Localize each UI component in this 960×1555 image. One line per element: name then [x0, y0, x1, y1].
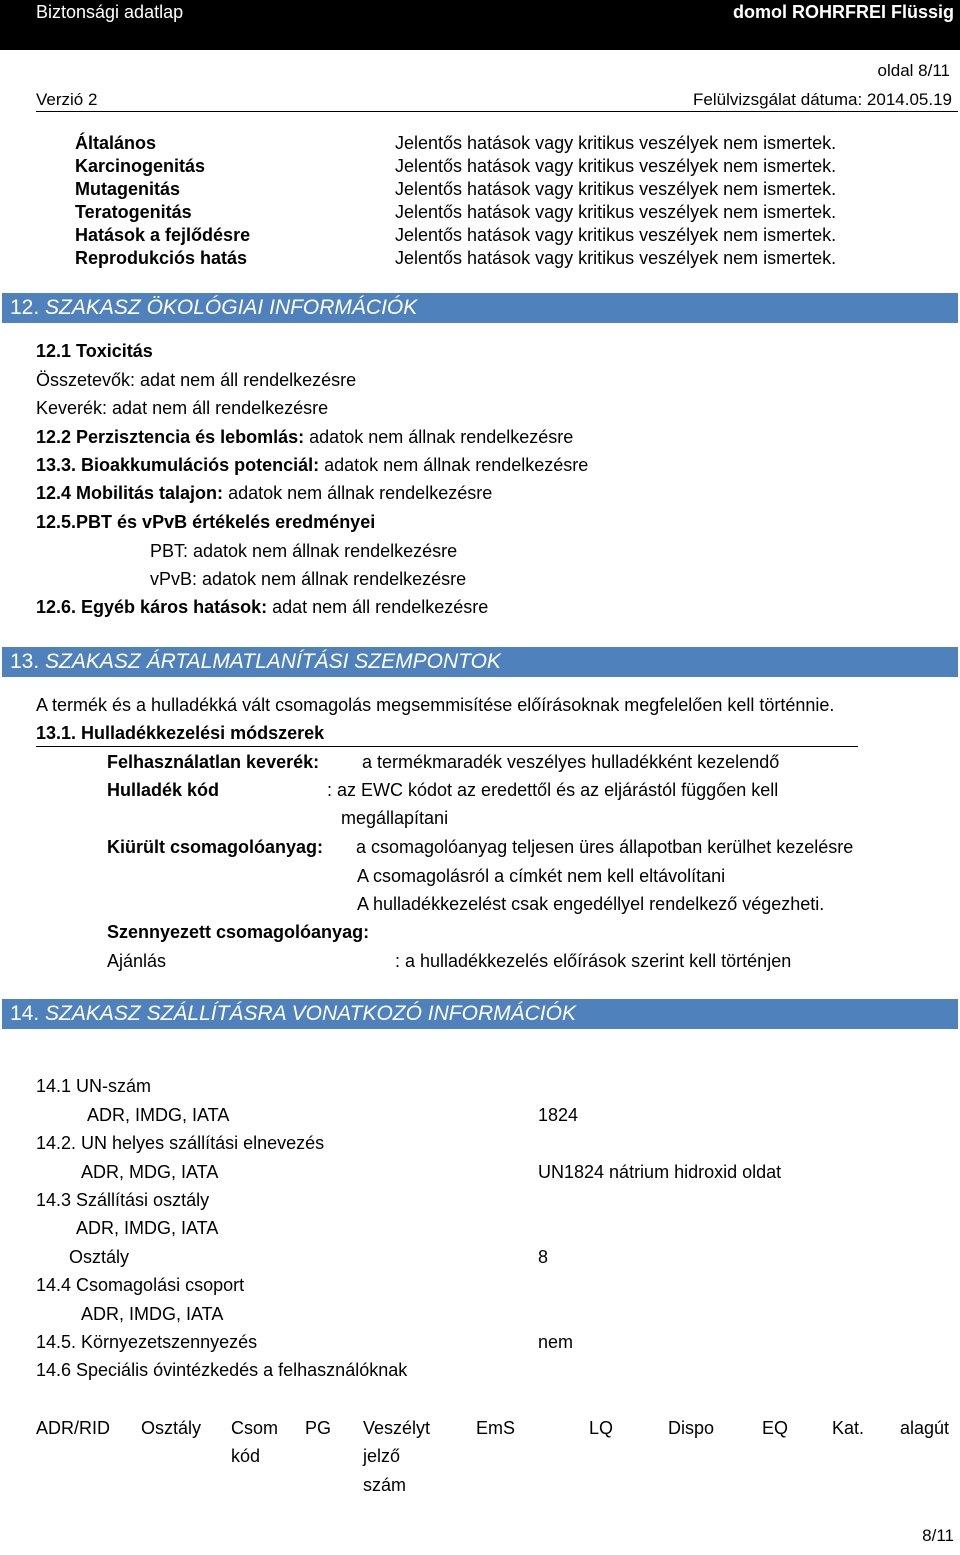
mixture-text: Keverék: adat nem áll rendelkezésre: [36, 398, 329, 418]
environment-value: nem: [538, 1332, 574, 1352]
tox-row-value: Jelentős hatások vagy kritikus veszélyek nem ismertek.: [395, 156, 837, 176]
components-text: Összetevők: adat nem áll rendelkezésre: [36, 370, 357, 390]
tox-row-label: Reprodukciós hatás: [75, 248, 248, 268]
tox-row-value: Jelentős hatások vagy kritikus veszélyek nem ismertek.: [395, 202, 837, 222]
tox-row-label: Hatások a fejlődésre: [75, 225, 251, 245]
other-effects-line: [36, 596, 488, 618]
col-ems: EmS: [476, 1418, 516, 1438]
unused-mixture-label: Felhasználatlan keverék:: [107, 752, 320, 772]
contaminated-packaging-label: Szennyezett csomagolóanyag:: [107, 922, 370, 942]
version-label: Verzió 2: [36, 90, 98, 109]
waste-methods-heading: 13.1. Hulladékkezelési módszerek: [36, 723, 325, 743]
tox-row-label: Teratogenitás: [75, 202, 192, 222]
special-precautions-heading: 14.6 Speciális óvintézkedés a felhasználóknak: [36, 1360, 408, 1380]
tox-row-value: Jelentős hatások vagy kritikus veszélyek nem ismertek.: [395, 133, 837, 153]
shipping-name-value: UN1824 nátrium hidroxid oldat: [538, 1162, 782, 1182]
page-indicator: oldal 8/11: [877, 61, 950, 80]
un-number-value: 1824: [538, 1105, 579, 1125]
tox-row-label: Mutagenitás: [75, 179, 181, 199]
col-lq: LQ: [589, 1418, 614, 1438]
other-effects-label: 12.6. Egyéb káros hatások:: [36, 597, 268, 617]
col-tunnel: alagút: [900, 1418, 950, 1438]
section-13-header: [2, 647, 958, 677]
persistence-line: [36, 426, 573, 448]
col-category: Kat.: [832, 1418, 865, 1438]
waste-code-value: : az EWC kódot az eredettől és az eljárástól függően kell: [327, 780, 779, 800]
shipping-name-mode: ADR, MDG, IATA: [81, 1162, 219, 1182]
packing-group-mode: ADR, IMDG, IATA: [81, 1304, 224, 1324]
toxicity-heading: 12.1 Toxicitás: [36, 341, 153, 361]
waste-code-value-cont: megállapítani: [341, 808, 449, 828]
other-effects-value: adat nem áll rendelkezésre: [272, 597, 489, 617]
un-number-mode: ADR, IMDG, IATA: [87, 1105, 230, 1125]
section-number: 14.: [10, 1002, 40, 1025]
transport-class-mode: ADR, IMDG, IATA: [76, 1218, 219, 1238]
un-number-heading: 14.1 UN-szám: [36, 1076, 152, 1096]
header-rule: [36, 111, 958, 112]
footer-page-number: 8/11: [922, 1526, 954, 1545]
col-dispo: Dispo: [668, 1418, 715, 1438]
document-header: [0, 0, 960, 50]
product-name: domol ROHRFREI Flüssig: [732, 2, 954, 22]
disposal-intro: A termék és a hulladékká vált csomagolás megsemmisítése előírásoknak megfelelően kell történnie.: [36, 695, 835, 715]
class-value: 8: [538, 1247, 549, 1267]
persistence-value: adatok nem állnak rendelkezésre: [309, 427, 574, 447]
col-hazard-number-cont: jelző: [363, 1446, 401, 1466]
tox-row-value: Jelentős hatások vagy kritikus veszélyek nem ismertek.: [395, 179, 837, 199]
tox-row-label: Karcinogenitás: [75, 156, 206, 176]
col-pg: PG: [305, 1418, 332, 1438]
vpvb-text: vPvB: adatok nem állnak rendelkezésre: [150, 569, 467, 589]
empty-packaging-value: a csomagolóanyag teljesen üres állapotban kerülhet kezelésre: [356, 837, 854, 857]
mobility-value: adatok nem állnak rendelkezésre: [228, 483, 493, 503]
tox-row-value: Jelentős hatások vagy kritikus veszélyek nem ismertek.: [395, 248, 837, 268]
section-number: 12.: [10, 296, 40, 319]
waste-methods-rule: [36, 746, 858, 747]
col-eq: EQ: [762, 1418, 789, 1438]
recommendation-label: Ajánlás: [107, 951, 167, 971]
revision-date: Felülvizsgálat dátuma: 2014.05.19: [693, 90, 952, 109]
mobility-label: 12.4 Mobilitás talajon:: [36, 483, 224, 503]
section-title: SZAKASZ ÁRTALMATLANÍTÁSI SZEMPONTOK: [45, 650, 501, 673]
section-title: SZAKASZ ÖKOLÓGIAI INFORMÁCIÓK: [45, 296, 418, 319]
bioaccumulation-value: adatok nem állnak rendelkezésre: [324, 455, 589, 475]
licensed-handling-text: A hulladékkezelést csak engedéllyel rendelkező végezheti.: [357, 894, 825, 914]
section-12-header: [2, 293, 958, 323]
doc-type-label: Biztonsági adatlap: [36, 2, 184, 22]
recommendation-value: : a hulladékkezelés előírások szerint kell történjen: [395, 951, 792, 971]
col-class: Osztály: [141, 1418, 202, 1438]
waste-code-label: Hulladék kód: [107, 780, 220, 800]
col-pack-code: Csom: [231, 1418, 279, 1438]
persistence-label: 12.2 Perzisztencia és lebomlás:: [36, 427, 305, 447]
unused-mixture-value: a termékmaradék veszélyes hulladékként kezelendő: [362, 752, 780, 772]
empty-packaging-label: Kiürült csomagolóanyag:: [107, 837, 324, 857]
bioaccumulation-label: 13.3. Bioakkumulációs potenciál:: [36, 455, 320, 475]
col-hazard-number: Veszélyt: [363, 1418, 431, 1438]
section-title: SZAKASZ SZÁLLÍTÁSRA VONATKOZÓ INFORMÁCIÓK: [45, 1002, 576, 1025]
shipping-name-heading: 14.2. UN helyes szállítási elnevezés: [36, 1133, 325, 1153]
transport-class-heading: 14.3 Szállítási osztály: [36, 1190, 210, 1210]
section-14-header: [2, 999, 958, 1029]
mobility-line: [36, 482, 492, 504]
tox-row-label: Általános: [75, 133, 157, 153]
col-adr-rid: ADR/RID: [36, 1418, 111, 1438]
pbt-heading: 12.5.PBT és vPvB értékelés eredményei: [36, 512, 376, 532]
class-label: Osztály: [69, 1247, 130, 1267]
col-hazard-number-cont: szám: [363, 1475, 407, 1495]
tox-row-value: Jelentős hatások vagy kritikus veszélyek nem ismertek.: [395, 225, 837, 245]
pbt-text: PBT: adatok nem állnak rendelkezésre: [150, 541, 458, 561]
packing-group-heading: 14.4 Csomagolási csoport: [36, 1275, 245, 1295]
col-pack-code-cont: kód: [231, 1446, 261, 1466]
section-number: 13.: [10, 650, 40, 673]
bioaccumulation-line: [36, 454, 588, 476]
environment-heading: 14.5. Környezetszennyezés: [36, 1332, 258, 1352]
label-removal-text: A csomagolásról a címkét nem kell eltávolítani: [357, 866, 726, 886]
